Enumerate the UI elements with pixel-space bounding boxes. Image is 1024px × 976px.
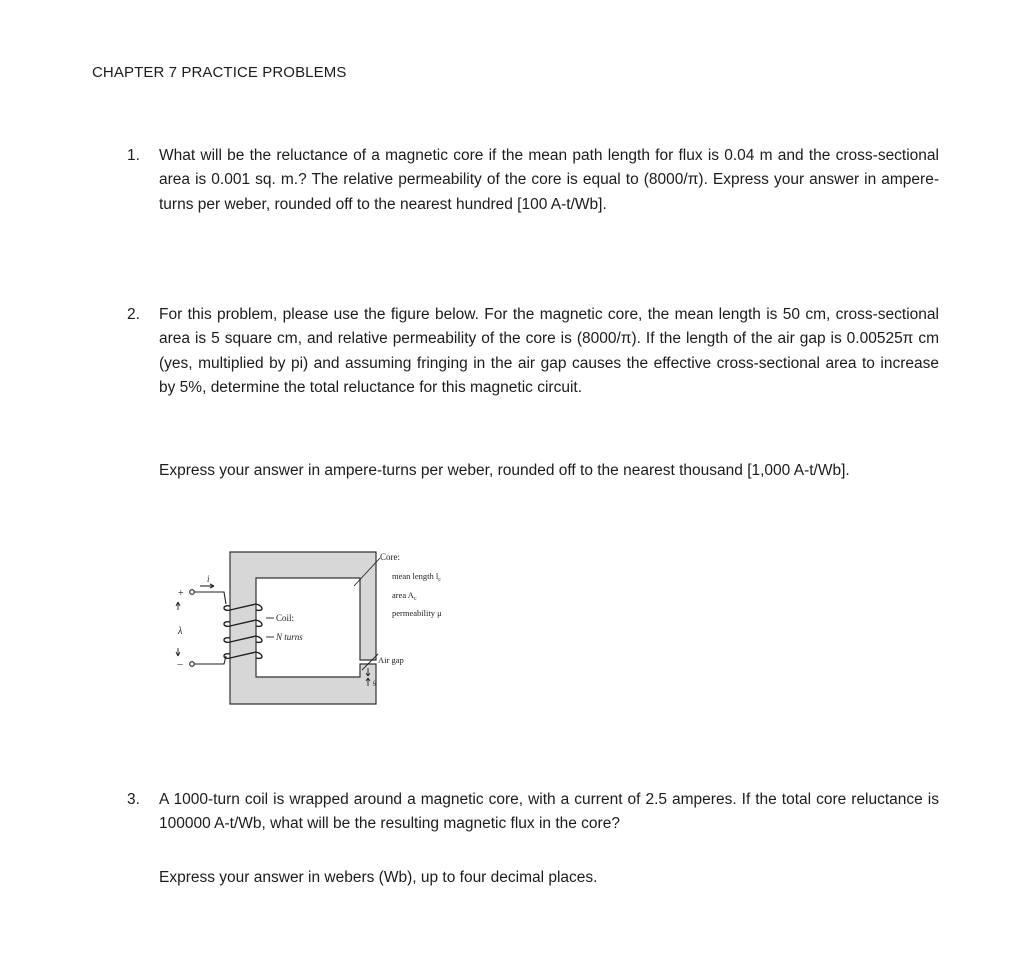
mean-length-label: mean length $l_c$ [392,571,441,583]
magnetic-core [230,552,376,704]
problem-text: What will be the reluctance of a magnetic core if the mean path length for flux is 0.04 m and the cross-sectional area is 0.001 sq. m.? The relative permeability of the core is equal to (8000/π). Express your answer in ampere-turns per weber, rounded off to the nearest hundred [100 A-t/Wb]. [159,147,939,213]
coil-label-pointer [266,618,274,637]
minus-terminal: − [177,659,184,671]
area-label: area $A_c$ [392,590,417,602]
problem-3-answer-instruction: Express your answer in webers (Wb), up to four decimal places. [159,869,598,886]
permeability-label: permeability μ [392,608,442,618]
problem-2 [127,303,939,400]
magnetic-circuit-figure [164,546,504,736]
coil-leads [190,584,226,666]
current-symbol: i [207,574,210,584]
page-title: CHAPTER 7 PRACTICE PROBLEMS [92,64,347,81]
problem-number: 3. [127,791,140,808]
plus-terminal: + [178,588,184,599]
air-gap-label: Air gap [378,655,404,665]
problem-text: For this problem, please use the figure below. For the magnetic core, the mean length is 50 cm, cross-sectional area is 5 square cm, and relative permeability of the core is (8000/π). If the length of the air gap is 0.00525π cm (yes, multiplied by pi) and assuming fringing in the air gap causes the effective cross-sectional area to increase by 5%, determine the total reluctance for this magnetic circuit. [159,306,939,396]
down-arrow-icon [176,648,180,656]
problem-number: 2. [127,306,140,323]
gap-symbol: g [373,678,377,686]
turns-label: N turns [276,632,303,642]
flux-linkage-symbol: λ [178,626,183,637]
problem-text: A 1000-turn coil is wrapped around a magnetic core, with a current of 2.5 amperes. If the total core reluctance is 100000 A-t/Wb, what will be the resulting magnetic flux in the core? [159,791,939,833]
problem-3 [127,788,939,837]
problem-1 [127,144,939,217]
coil-label: Coil: [276,613,295,623]
up-arrow-icon [176,602,180,610]
problem-2-answer-instruction: Express your answer in ampere-turns per weber, rounded off to the nearest thousand [1,000 A-t/Wb]. [159,462,850,479]
core-label: Core: [380,552,400,562]
problem-number: 1. [127,147,140,164]
